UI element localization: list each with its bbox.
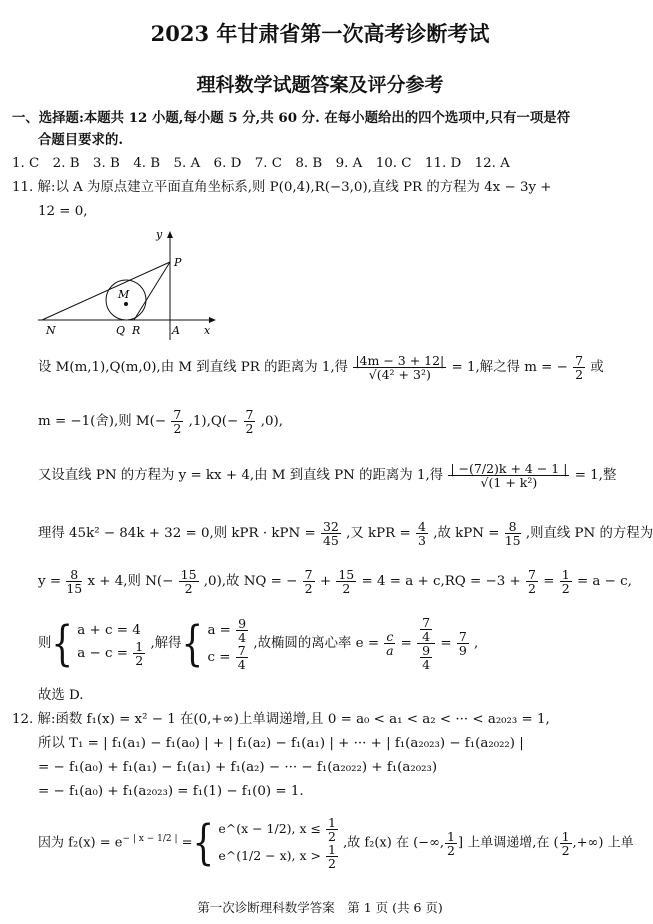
q12-line1: 12. 解:函数 f₁(x) = x² − 1 在(0,+∞)上单调递增,且 0 = a₀ < a₁ < a₂ < ··· < a₂₀₂₃ = 1, bbox=[12, 712, 550, 727]
label-M: M bbox=[118, 288, 130, 301]
label-Q: Q bbox=[116, 324, 126, 337]
page-footer: 第一次诊断理科数学答案 第 1 页 (共 6 页) bbox=[197, 900, 443, 915]
label-x: x bbox=[204, 324, 211, 337]
section-heading-line1: 一、选择题:本题共 12 小题,每小题 5 分,共 60 分. 在每小题给出的四个选项中,只有一项是符 bbox=[12, 110, 571, 126]
coordinate-figure bbox=[30, 224, 230, 342]
page-title: 2023 年甘肃省第一次高考诊断考试 bbox=[150, 21, 490, 46]
label-R: R bbox=[132, 324, 141, 337]
q11-conclusion: 故选 D. bbox=[38, 688, 84, 703]
q11-line1: 11. 解:以 A 为原点建立平面直角坐标系,则 P(0,4),R(−3,0),直线 PR 的方程为 4x − 3y + bbox=[12, 180, 552, 195]
section-heading-line2: 合题目要求的. bbox=[38, 132, 124, 148]
label-N: N bbox=[46, 324, 56, 337]
label-A: A bbox=[172, 324, 180, 337]
q11-system-line: 则{ a + c = 4 a − c = $\frac{1}{2}$ ,解得{ a = $\frac{9}{4}$ c = $\frac{7}{4}$ ,故椭圆的离心率 e = $\frac{c}{a}$ = $\frac{\frac{7}{4}}{\frac{9}{4}}$ = $\frac{7}{9}$ , bbox=[38, 615, 479, 672]
page-subtitle: 理科数学试题答案及评分参考 bbox=[196, 74, 444, 96]
line-NP bbox=[42, 262, 170, 320]
q12-line2: 所以 T₁ = | f₁(a₁) − f₁(a₀) | + | f₁(a₂) − f₁(a₁) | + ··· + | f₁(a₂₀₂₃) − f₁(a₂₀₂₂) | bbox=[38, 736, 524, 751]
x-axis-arrow bbox=[209, 317, 216, 323]
answer-key: 1. C 2. B 3. B 4. B 5. A 6. D 7. C 8. B 9. A 10. C 11. D 12. A bbox=[12, 156, 510, 171]
q12-line4: = − f₁(a₀) + f₁(a₂₀₂₃) = f₁(1) − f₁(0) = 1. bbox=[38, 784, 304, 799]
q11-nq-line: y = $\frac{8}{15}$ x + 4,则 N(− $\frac{15}{2}$ ,0),故 NQ = − $\frac{7}{2}$ + $\frac{15}{2}$ = 4 = a + c,RQ = −3 + $\frac{7}{2}$ = $\frac{1}{2}$ = a − c, bbox=[38, 567, 632, 596]
q12-piecewise-line: 因为 $f_2(x) = e^{- | x - 1/2 |}$ ={ e^(x − 1/2), x ≤ $\frac{1}{2}$ e^(1/2 − x), x > $\frac{1}{2}$ ,故 f₂(x) 在 (−∞, $\frac{1}{2}$ ] 上单调递增,在 ( $\frac{1}{2}$ ,+∞) 上单 bbox=[38, 815, 634, 871]
q11-line2: 12 = 0, bbox=[38, 204, 88, 219]
q11-distance-line: 设 M(m,1),Q(m,0),由 M 到直线 PR 的距离为 1,得 $\frac{|4m - 3 + 12|}{\text{√(4² + 3²)}}$ = 1,解之得 m = − $\frac{7}{2}$ 或 bbox=[38, 353, 604, 382]
center-point bbox=[124, 302, 128, 306]
q11-m-value-line: m = −1(舍),则 M(− $\frac{7}{2}$ ,1),Q(− $\frac{7}{2}$ ,0), bbox=[38, 407, 283, 436]
q12-line3: = − f₁(a₀) + f₁(a₁) − f₁(a₁) + f₁(a₂) − ··· − f₁(a₂₀₂₂) + f₁(a₂₀₂₃) bbox=[38, 760, 438, 775]
y-axis-arrow bbox=[167, 231, 173, 238]
label-P: P bbox=[174, 256, 182, 269]
label-y: y bbox=[156, 228, 163, 241]
q11-slope-line: 理得 45k² − 84k + 32 = 0,则 kPR · kPN = $\frac{32}{45}$ ,又 kPR = $\frac{4}{3}$ ,故 kPN = $\frac{8}{15}$ ,则直线 PN 的方程为 bbox=[38, 519, 653, 548]
q11-pn-line: 又设直线 PN 的方程为 y = kx + 4,由 M 到直线 PN 的距离为 1,得 $\frac{| -(7/2)k + 4 - 1 |}{\text{√(1 + k²)}}$ = 1,整 bbox=[38, 461, 617, 490]
